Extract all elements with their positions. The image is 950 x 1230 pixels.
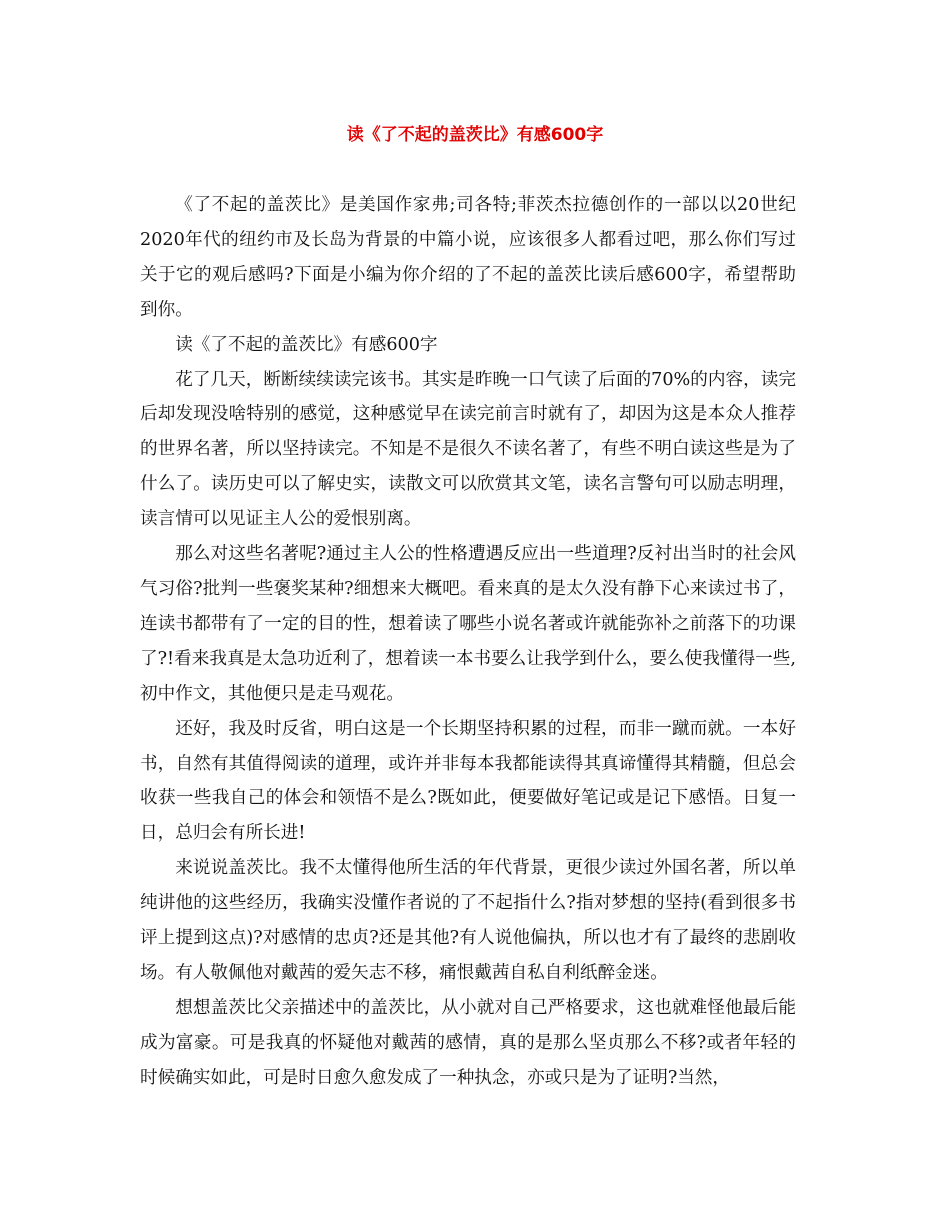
document-title: 读《了不起的盖茨比》有感600字 [346,125,604,145]
paragraph-intro: 《了不起的盖茨比》是美国作家弗;司各特;菲茨杰拉德创作的一部以以20世纪2020年代的纽约市及长岛为背景的中篇小说，应该很多人都看过吧，那么你们写过关于它的观后感吗?下面是小编为你介绍的了不起的盖茨比读后感600字，希望帮助到你。 [140,195,796,320]
paragraph: 花了几天，断断续续读完该书。其实是昨晚一口气读了后面的70%的内容，读完后却发现没啥特别的感觉，这种感觉早在读完前言时就有了，却因为这是本众人推荐的世界名著，所以坚持读完。不知是不是很久不读名著了，有些不明白读这些是为了什么了。读历史可以了解史实，读散文可以欣赏其文笔，读名言警句可以励志明理，读言情可以见证主人公的爱恨别离。 [140,369,796,530]
paragraph-subheading: 读《了不起的盖茨比》有感600字 [175,334,438,355]
paragraph: 来说说盖茨比。我不太懂得他所生活的年代背景，更很少读过外国名著，所以单纯讲他的这些经历，我确实没懂作者说的了不起指什么?指对梦想的坚持(看到很多书评上提到这点)?对感情的忠贞?还是其他?有人说他偏执，所以也才有了最终的悲剧收场。有人敬佩他对戴茜的爱矢志不移，痛恨戴茜自私自利纸醉金迷。 [140,858,796,983]
paragraph: 想想盖茨比父亲描述中的盖茨比，从小就对自己严格要求，这也就难怪他最后能成为富豪。可是我真的怀疑他对戴茜的感情，真的是那么坚贞那么不移?或者年轻的时候确实如此，可是时日愈久愈发成了一种执念，亦或只是为了证明?当然， [140,997,796,1088]
paragraph: 那么对这些名著呢?通过主人公的性格遭遇反应出一些道理?反衬出当时的社会风气习俗?批判一些褒奖某种?细想来大概吧。看来真的是太久没有静下心来读过书了，连读书都带有了一定的目的性，想着读了哪些小说名著或许就能弥补之前落下的功课了?!看来我真是太急功近利了，想着读一本书要么让我学到什么，要么使我懂得一些,初中作文，其他便只是走马观花。 [140,544,796,704]
document-body [140,188,796,1096]
paragraph: 还好，我及时反省，明白这是一个长期坚持积累的过程，而非一蹴而就。一本好书，自然有其值得阅读的道理，或许并非每本我都能读得其真谛懂得其精髓，但总会收获一些我自己的体会和领悟不是么?既如此，便要做好笔记或是记下感悟。日复一日，总归会有所长进! [140,718,796,844]
